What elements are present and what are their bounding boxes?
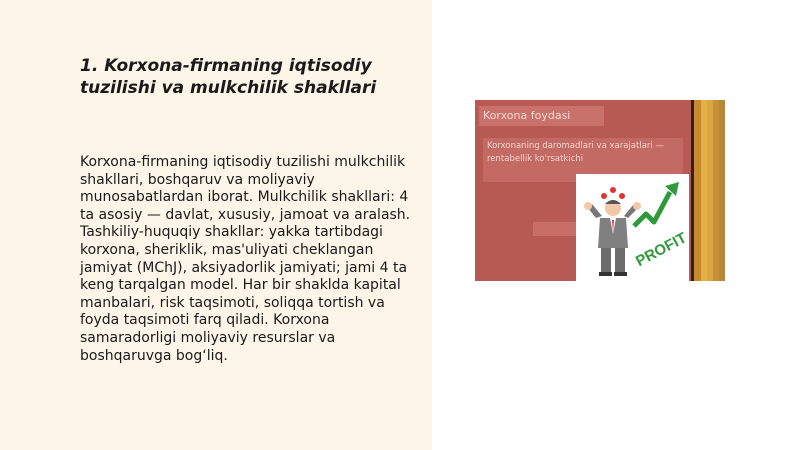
decorative-stripe (691, 100, 725, 281)
businessman-icon (576, 174, 689, 281)
profit-illustration (475, 100, 725, 281)
profit-arrow-icon (634, 182, 679, 226)
profit-label: PROFIT (633, 229, 689, 271)
illustration-header: Korxona foydasi (479, 106, 604, 126)
slide-title: 1. Korxona-firmaning iqtisodiy tuzilishi va mulkchilik shakllari (80, 56, 377, 98)
profit-card (576, 174, 689, 281)
slide-body-text: Korxona-firmaning iqtisodiy tuzilishi mulkchilik shakllari, boshqaruv va moliyaviy munosabatlardan iborat. Mulkchilik shakllari: 4 ta asosiy — davlat, xususiy, jamoat va aralash. Tashkiliy-huquqiy shakllar: yakka tartibdagi korxona, sheriklik, mas'uliyati cheklangan jamiyat (MChJ), aksiyadorlik jamiyati; jami 4 ta keng tarqalgan model. Har bir shaklda kapital manbalari, risk taqsimoti, soliqqa tortish va foyda taqsimoti farq qiladi. Korxona samaradorligi moliyaviy resurslar va boshqaruvga bog‘liq. (80, 154, 411, 364)
heart-icon (601, 187, 625, 199)
illustration-text-box: Korxonaning daromadlari va xarajatlari — rentabellik ko'rsatkichi (483, 138, 683, 182)
